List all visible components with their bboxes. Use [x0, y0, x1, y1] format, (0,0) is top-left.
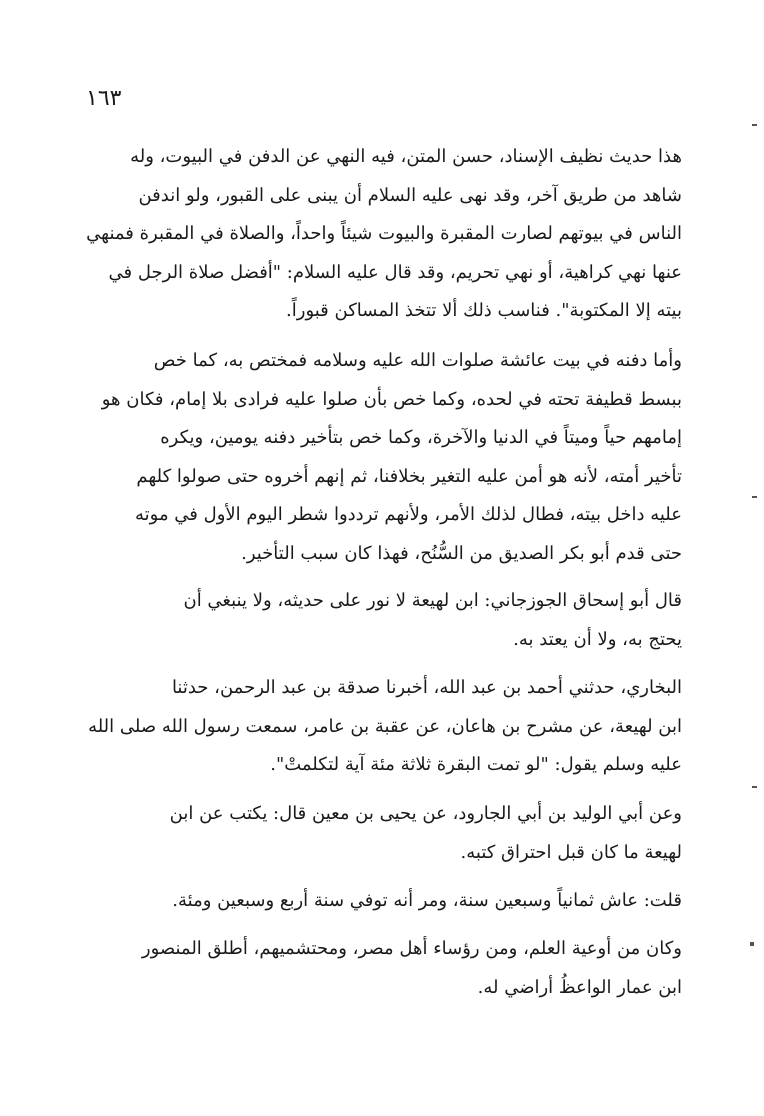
paragraph-line: ابن لهيعة، عن مشرح بن هاعان، عن عقبة بن عامر، سمعت رسول الله صلى الله — [88, 715, 682, 737]
margin-mark — [752, 786, 757, 788]
paragraph-6 — [82, 882, 682, 921]
paragraph-line: لهيعة ما كان قبل احتراق كتبه. — [460, 841, 682, 863]
paragraph-line: البخاري، حدثني أحمد بن عبد الله، أخبرنا صدقة بن عبد الرحمن، حدثنا — [171, 677, 682, 698]
paragraph-1 — [82, 138, 682, 331]
margin-mark — [752, 124, 757, 126]
paragraph-line: الناس في بيوتهم لصارت المقبرة والبيوت شيئاً واحداً، والصلاة في المقبرة فمنهي — [86, 223, 682, 245]
paragraph-3 — [82, 582, 682, 659]
paragraph-line: هذا حديث نظيف الإسناد، حسن المتن، فيه النهي عن الدفن في البيوت، وله — [130, 146, 682, 167]
page-number: ١٦٣ — [86, 86, 122, 111]
paragraph-line: حتى قدم أبو بكر الصديق من السُّنُح، فهذا كان سبب التأخير. — [241, 542, 682, 564]
paragraph-2 — [82, 342, 682, 574]
paragraph-line: عليه داخل بيته، فطال لذلك الأمر، ولأنهم ترددوا شطر اليوم الأول في موته — [134, 504, 682, 526]
paragraph-7 — [82, 930, 682, 1007]
paragraph-line: وكان من أوعية العلم، ومن رؤساء أهل مصر، ومحتشميهم، أطلق المنصور — [141, 938, 682, 959]
paragraph-line: عنها نهي كراهية، أو نهي تحريم، وقد قال عليه السلام: "أفضل صلاة الرجل في — [108, 261, 682, 283]
paragraph-4 — [82, 669, 682, 785]
paragraph-line: قلت: عاش ثمانياً وسبعين سنة، ومر أنه توفي سنة أربع وسبعين ومئة. — [172, 890, 682, 911]
paragraph-line: تأخير أمته، لأنه هو أمن عليه التغير بخلافنا، ثم إنهم أخروه حتى صولوا كلهم — [136, 465, 682, 487]
paragraph-line: ببسط قطيفة تحته في لحده، وكما خص بأن صلوا عليه فرادى بلا إمام، فكان هو — [101, 388, 682, 410]
margin-mark — [750, 942, 754, 946]
paragraph-line: عليه وسلم يقول: "لو تمت البقرة ثلاثة مئة آية لتكلمتْ". — [270, 754, 682, 776]
paragraph-line: وأما دفنه في بيت عائشة صلوات الله عليه وسلامه فمختص به، كما خص — [153, 350, 682, 371]
paragraph-line: بيته إلا المكتوبة". فناسب ذلك ألا تتخذ المساكن قبوراً. — [286, 300, 682, 322]
paragraph-line: وعن أبي الوليد بن أبي الجارود، عن يحيى بن معين قال: يكتب عن ابن — [169, 803, 682, 824]
paragraph-line: قال أبو إسحاق الجوزجاني: ابن لهيعة لا نور على حديثه، ولا ينبغي أن — [183, 590, 682, 611]
paragraph-line: يحتج به، ولا أن يعتد به. — [513, 628, 682, 650]
paragraph-line: شاهد من طريق آخر، وقد نهى عليه السلام أن يبنى على القبور، ولو اندفن — [138, 184, 682, 206]
paragraph-5 — [82, 795, 682, 872]
paragraph-line: ابن عمار الواعظُ أراضي له. — [477, 976, 682, 998]
margin-mark — [752, 496, 757, 498]
paragraph-line: إمامهم حياً وميتاً في الدنيا والآخرة، وكما خص بتأخير دفنه يومين، ويكره — [160, 427, 682, 449]
